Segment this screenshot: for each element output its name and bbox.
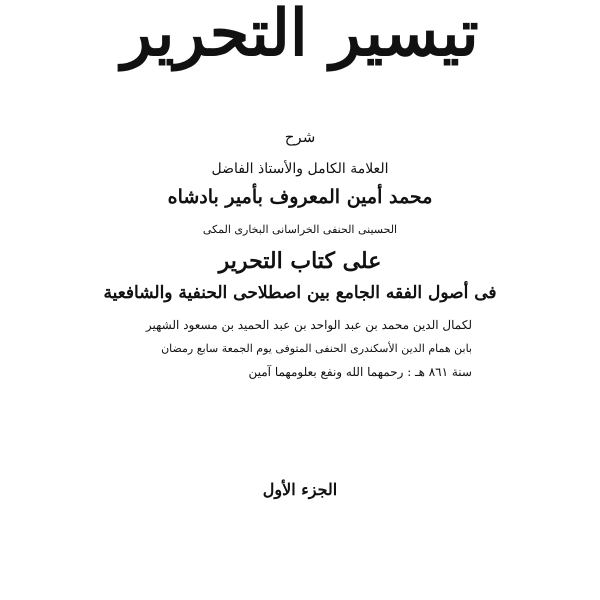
sharh-label: شرح [284, 128, 316, 146]
kamal-line: لكمال الدين محمد بن عبد الواحد بن عبد الحميد بن مسعود الشهير [145, 318, 472, 332]
author-nisba: الحسينى الحنفى الخراسانى البخارى المكى [202, 223, 398, 236]
allama-line: العلامة الكامل والأستاذ الفاضل [211, 161, 389, 177]
author-name: محمد أمين المعروف بأمير بادشاه [167, 186, 433, 208]
sana-line: سنة ٨٦١ هـ : رحمهما الله ونفع بعلومهما آمين [248, 365, 472, 379]
book-title: تيسير التحرير [121, 0, 479, 71]
fi-usul-line: فى أصول الفقه الجامع بين اصطلاحى الحنفية والشافعية [103, 283, 497, 303]
ala-kitab-line: على كتاب التحرير [218, 248, 382, 274]
ibn-humam-line: بابن همام الدين الأسكندرى الحنفى المتوفى يوم الجمعة سابع رمضان [161, 342, 472, 355]
volume-label: الجزء الأول [262, 480, 338, 499]
